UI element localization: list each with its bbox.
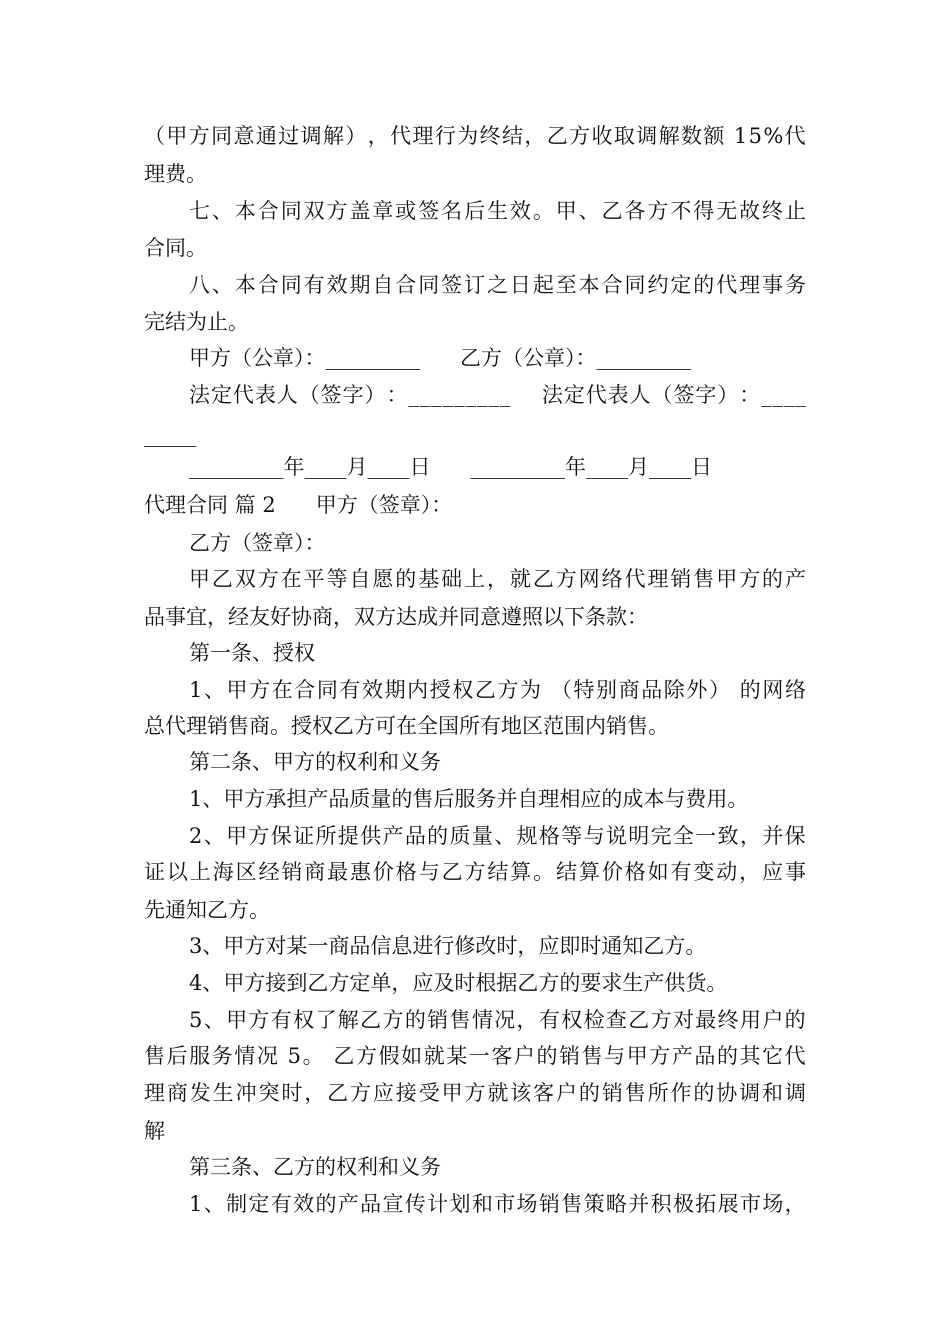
text-line: 1 、 制 定 有 效 的 产 品 宣 传 计 划 和 市 场 销 售 策 略 并 积 极 拓 展 市 场 ， <box>189 1192 806 1216</box>
text-line: 证 以 上 海 区 经 销 商 最 惠 价 格 与 乙 方 结 算 。 结 算 价 格 如 有 变 动 ， 应 事 <box>144 860 806 884</box>
text-line: 先通知乙方。 <box>144 898 270 922</box>
signature-line-representative: 法 定 代 表 人 （ 签 字 ） ： _ _ _ _ _ _ _ _ _ 法 定 代 表 人 （ 签 字 ） ： _ _ _ _ <box>189 383 806 407</box>
text-line: 1 、 甲 方 在 合 同 有 效 期 内 授 权 乙 方 为 （ 特 别 商 品 除 外 ） 的 网 络 <box>189 678 806 702</box>
text-line: 八 、 本 合 同 有 效 期 自 合 同 签 订 之 日 起 至 本 合 同 约 定 的 代 理 事 务 <box>189 273 806 297</box>
text-line: 合同。 <box>144 236 207 260</box>
text-line: 2 、 甲 方 保 证 所 提 供 产 品 的 质 量 、 规 格 等 与 说 明 完 全 一 致 ， 并 保 <box>189 824 806 848</box>
article-heading: 第二条、甲方的权利和义务 <box>189 750 441 774</box>
text-line: 总代理销售商。授权乙方可在全国所有地区范围内销售。 <box>144 714 669 738</box>
text-line: 5 、 甲 方 有 权 了 解 乙 方 的 销 售 情 况 ， 有 权 检 查 乙 方 对 最 终 用 户 的 <box>189 1008 806 1032</box>
text-line: 七 、 本 合 同 双 方 盖 章 或 签 名 后 生 效 。 甲 、 乙 各 方 不 得 无 故 终 止 <box>189 199 806 223</box>
date-line: _________年____月____日 _________年____月____日 <box>189 455 713 479</box>
text-line: 理 商 发 生 冲 突 时 ， 乙 方 应 接 受 甲 方 就 该 客 户 的 销 售 所 作 的 协 调 和 调 <box>144 1081 806 1105</box>
text-line: 解 <box>144 1119 165 1143</box>
text-line: 理费。 <box>144 162 207 186</box>
text-line: 甲 乙 双 方 在 平 等 自 愿 的 基 础 上 ， 就 乙 方 网 络 代 理 销 售 甲 方 的 产 <box>189 567 806 591</box>
text-line: 售 后 服 务 情 况 5 。 乙 方 假 如 就 某 一 客 户 的 销 售 与 甲 方 产 品 的 其 它 代 <box>144 1044 806 1068</box>
text-line: 1、甲方承担产品质量的售后服务并自理相应的成本与费用。 <box>189 787 749 811</box>
article-heading: 第三条、乙方的权利和义务 <box>189 1155 441 1179</box>
text-line: 4、甲方接到乙方定单，应及时根据乙方的要求生产供货。 <box>189 971 728 995</box>
text-line: （ 甲 方 同 意 通 过 调 解 ） ， 代 理 行 为 终 结 ， 乙 方 收 取 调 解 数 额 1 5 % 代 <box>144 124 806 148</box>
text-line: 完结为止。 <box>144 310 249 334</box>
section-heading: 代理合同 篇 2 甲方（签章）： <box>144 493 453 517</box>
signature-line-seal: 甲方（公章）：_________ 乙方（公章）：_________ <box>189 346 692 370</box>
article-heading: 第一条、授权 <box>189 641 315 665</box>
text-line: 品事宜，经友好协商，双方达成并同意遵照以下条款： <box>144 605 648 629</box>
text-line: 乙方（签章）： <box>189 531 326 555</box>
text-line: 3、甲方对某一商品信息进行修改时，应即时通知乙方。 <box>189 934 707 958</box>
text-line: _____ <box>144 423 197 447</box>
